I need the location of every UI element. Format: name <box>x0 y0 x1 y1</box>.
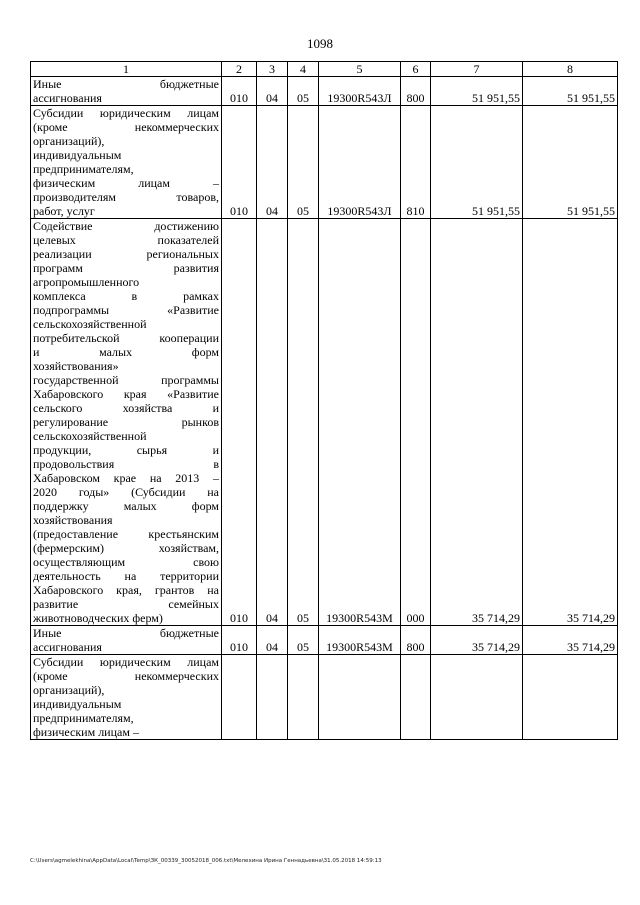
description-line: подпрограммы «Развитие <box>33 303 219 317</box>
description-line: производителям товаров, <box>33 190 219 204</box>
cell-amount-col8: 51 951,55 <box>523 77 618 106</box>
description-line: регулирование рынков <box>33 415 219 429</box>
description-line: Содействие достижению <box>33 219 219 233</box>
description-line: продовольствия в <box>33 457 219 471</box>
description-line: животноводческих ферм) <box>33 611 163 625</box>
description-line: государственной программы <box>33 373 219 387</box>
table-body <box>31 77 618 740</box>
cell-section: 04 <box>257 77 288 106</box>
description-line: реализации региональных <box>33 247 219 261</box>
column-header: 2 <box>222 62 257 77</box>
cell-amount-col7: 51 951,55 <box>431 106 523 219</box>
description-line: поддержку малых форм <box>33 499 219 513</box>
cell-expense-type <box>401 655 431 740</box>
description-line: сельскохозяйственной <box>33 429 147 443</box>
description-line: индивидуальным <box>33 697 122 711</box>
row-description <box>31 219 222 626</box>
cell-expense-type: 810 <box>401 106 431 219</box>
column-header: 1 <box>31 62 222 77</box>
description-line: Хабаровского края, грантов на <box>33 583 219 597</box>
cell-amount-col7: 35 714,29 <box>431 219 523 626</box>
page-number: 1098 <box>307 36 333 51</box>
description-line: (предоставление крестьянским <box>33 527 219 541</box>
description-line: целевых показателей <box>33 233 219 247</box>
cell-ministry-code: 010 <box>222 106 257 219</box>
description-line: ассигнования <box>33 91 102 105</box>
cell-subsection: 05 <box>288 626 319 655</box>
cell-target-article <box>319 655 401 740</box>
description-line: и малых форм <box>33 345 219 359</box>
cell-expense-type: 800 <box>401 626 431 655</box>
description-line: развитие семейных <box>33 597 219 611</box>
cell-amount-col7 <box>431 655 523 740</box>
cell-subsection: 05 <box>288 77 319 106</box>
cell-amount-col8: 35 714,29 <box>523 626 618 655</box>
description-line: агропромышленного <box>33 275 140 289</box>
cell-expense-type: 800 <box>401 77 431 106</box>
header-row <box>31 62 618 77</box>
description-line: предпринимателям, <box>33 711 134 725</box>
description-line: сельского хозяйства и <box>33 401 219 415</box>
description-line: осуществляющим свою <box>33 555 219 569</box>
description-line: потребительской кооперации <box>33 331 219 345</box>
cell-amount-col8: 35 714,29 <box>523 219 618 626</box>
cell-amount-col8: 51 951,55 <box>523 106 618 219</box>
table-row <box>31 77 618 106</box>
cell-subsection: 05 <box>288 219 319 626</box>
cell-section: 04 <box>257 626 288 655</box>
row-description <box>31 655 222 740</box>
description-line: Иные бюджетные <box>33 77 219 91</box>
description-line: хозяйствования <box>33 513 113 527</box>
cell-ministry-code <box>222 655 257 740</box>
description-line: индивидуальным <box>33 148 122 162</box>
cell-expense-type: 000 <box>401 219 431 626</box>
description-line: 2020 годы» (Субсидии на <box>33 485 219 499</box>
description-line: физическим лицам – <box>33 176 219 190</box>
description-line: (кроме некоммерческих <box>33 669 219 683</box>
column-header: 6 <box>401 62 431 77</box>
cell-ministry-code: 010 <box>222 77 257 106</box>
description-line: Хабаровского края «Развитие <box>33 387 219 401</box>
description-line: Субсидии юридическим лицам <box>33 655 219 669</box>
cell-target-article: 19300R543Л <box>319 106 401 219</box>
cell-section <box>257 655 288 740</box>
description-line: Хабаровском крае на 2013 – <box>33 471 219 485</box>
cell-subsection <box>288 655 319 740</box>
description-line: сельскохозяйственной <box>33 317 147 331</box>
description-line: (кроме некоммерческих <box>33 120 219 134</box>
table-row <box>31 655 618 740</box>
row-description <box>31 77 222 106</box>
description-line: Иные бюджетные <box>33 626 219 640</box>
table-row <box>31 219 618 626</box>
description-line: хозяйствования» <box>33 359 119 373</box>
cell-amount-col8 <box>523 655 618 740</box>
cell-target-article: 19300R543М <box>319 626 401 655</box>
description-line: программ развития <box>33 261 219 275</box>
budget-table <box>30 61 618 740</box>
description-line: комплекса в рамках <box>33 289 219 303</box>
cell-target-article: 19300R543Л <box>319 77 401 106</box>
column-header: 8 <box>523 62 618 77</box>
row-description <box>31 106 222 219</box>
description-line: ассигнования <box>33 640 102 654</box>
description-line: продукции, сырья и <box>33 443 219 457</box>
column-header: 7 <box>431 62 523 77</box>
cell-subsection: 05 <box>288 106 319 219</box>
cell-ministry-code: 010 <box>222 219 257 626</box>
cell-amount-col7: 35 714,29 <box>431 626 523 655</box>
cell-ministry-code: 010 <box>222 626 257 655</box>
column-header: 5 <box>319 62 401 77</box>
description-line: деятельность на территории <box>33 569 219 583</box>
row-description <box>31 626 222 655</box>
description-line: работ, услуг <box>33 204 95 218</box>
footer-file-path: C:\Users\agmelekhina\AppData\Local\Temp\ЗК_00339_30052018_006.txt\Мелехина Ирина Геннадьевна\31.05.2018 14:59:13 <box>30 858 382 864</box>
description-line: Субсидии юридическим лицам <box>33 106 219 120</box>
description-line: организаций), <box>33 134 105 148</box>
table-row <box>31 626 618 655</box>
cell-target-article: 19300R543М <box>319 219 401 626</box>
cell-section: 04 <box>257 219 288 626</box>
description-line: предпринимателям, <box>33 162 134 176</box>
description-line: организаций), <box>33 683 105 697</box>
cell-section: 04 <box>257 106 288 219</box>
cell-amount-col7: 51 951,55 <box>431 77 523 106</box>
description-line: (фермерским) хозяйствам, <box>33 541 219 555</box>
column-header: 4 <box>288 62 319 77</box>
description-line: физическим лицам – <box>33 725 139 739</box>
column-header: 3 <box>257 62 288 77</box>
table-row <box>31 106 618 219</box>
